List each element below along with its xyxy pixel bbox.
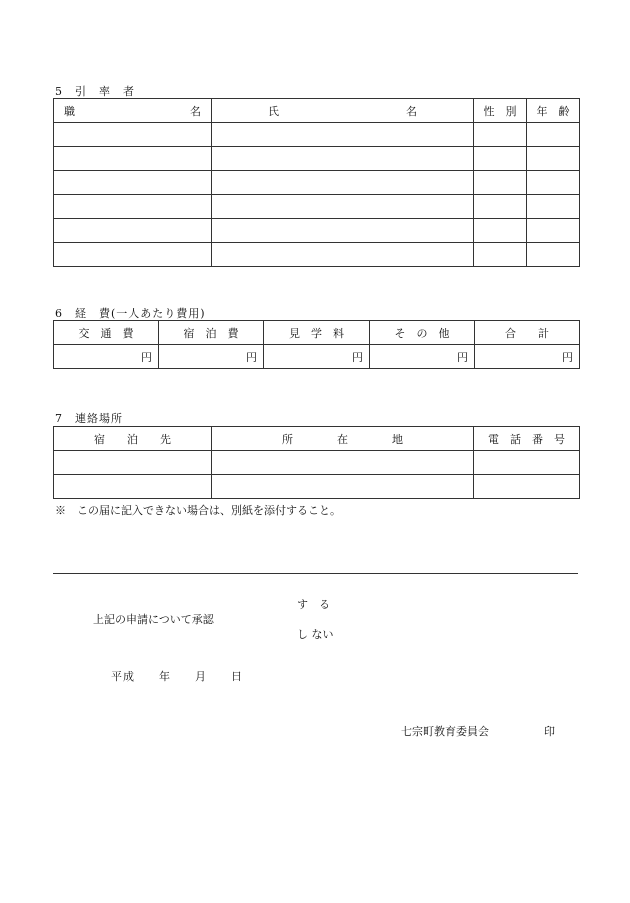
lodging-amount[interactable]: 円: [159, 345, 264, 369]
table-row: [54, 123, 580, 147]
name-cell[interactable]: [212, 123, 474, 147]
lodging-place-cell[interactable]: [54, 451, 212, 475]
table-row: [54, 451, 580, 475]
seal-mark: 印: [544, 725, 555, 738]
header-name: 氏 名: [212, 99, 474, 123]
address-cell[interactable]: [212, 451, 474, 475]
name-cell[interactable]: [212, 219, 474, 243]
table-row: [54, 243, 580, 267]
header-position: 職 名: [54, 99, 212, 123]
position-cell[interactable]: [54, 219, 212, 243]
gender-cell[interactable]: [474, 195, 527, 219]
escort-table: [53, 98, 580, 267]
lodging-place-cell[interactable]: [54, 475, 212, 499]
header-age: 年 齢: [527, 99, 580, 123]
position-cell[interactable]: [54, 171, 212, 195]
position-cell[interactable]: [54, 243, 212, 267]
gender-cell[interactable]: [474, 243, 527, 267]
age-cell[interactable]: [527, 147, 580, 171]
section6-title: 6 経 費(一人あたり費用): [55, 307, 206, 320]
name-cell[interactable]: [212, 195, 474, 219]
phone-cell[interactable]: [474, 475, 580, 499]
attachment-note: ※ この届に記入できない場合は、別紙を添付すること。: [55, 504, 341, 517]
address-cell[interactable]: [212, 475, 474, 499]
approval-text: 上記の申請について承認: [93, 613, 214, 626]
gender-cell[interactable]: [474, 147, 527, 171]
table-row: [54, 195, 580, 219]
approval-yes-option[interactable]: す る: [297, 598, 330, 611]
header-phone: 電 話 番 号: [474, 427, 580, 451]
section7-title: 7 連絡場所: [55, 412, 123, 425]
age-cell[interactable]: [527, 171, 580, 195]
position-cell[interactable]: [54, 123, 212, 147]
table-row: [54, 147, 580, 171]
header-other: そ の 他: [370, 321, 475, 345]
issuer-name: 七宗町教育委員会: [401, 725, 489, 738]
admission-amount[interactable]: 円: [264, 345, 370, 369]
expense-header-row: [54, 321, 580, 345]
header-address: 所 在 地: [212, 427, 474, 451]
gender-cell[interactable]: [474, 219, 527, 243]
header-transport: 交 通 費: [54, 321, 159, 345]
header-total: 合 計: [475, 321, 580, 345]
gender-cell[interactable]: [474, 171, 527, 195]
name-cell[interactable]: [212, 147, 474, 171]
contact-header-row: [54, 427, 580, 451]
gender-cell[interactable]: [474, 123, 527, 147]
escort-header-row: [54, 99, 580, 123]
name-cell[interactable]: [212, 171, 474, 195]
total-amount[interactable]: 円: [475, 345, 580, 369]
contact-table: [53, 426, 580, 499]
age-cell[interactable]: [527, 123, 580, 147]
table-row: [54, 475, 580, 499]
divider: [53, 573, 578, 574]
table-row: [54, 171, 580, 195]
other-amount[interactable]: 円: [370, 345, 475, 369]
table-row: [54, 345, 580, 369]
age-cell[interactable]: [527, 195, 580, 219]
position-cell[interactable]: [54, 147, 212, 171]
transport-amount[interactable]: 円: [54, 345, 159, 369]
date-line: 平成 年 月 日: [111, 670, 243, 683]
header-admission: 見 学 料: [264, 321, 370, 345]
name-cell[interactable]: [212, 243, 474, 267]
expense-table: [53, 320, 580, 369]
header-gender: 性 別: [474, 99, 527, 123]
position-cell[interactable]: [54, 195, 212, 219]
approval-no-option[interactable]: し ない: [297, 628, 334, 641]
header-lodging-place: 宿 泊 先: [54, 427, 212, 451]
header-lodging: 宿 泊 費: [159, 321, 264, 345]
age-cell[interactable]: [527, 243, 580, 267]
phone-cell[interactable]: [474, 451, 580, 475]
table-row: [54, 219, 580, 243]
section5-title: 5 引 率 者: [55, 85, 135, 98]
age-cell[interactable]: [527, 219, 580, 243]
